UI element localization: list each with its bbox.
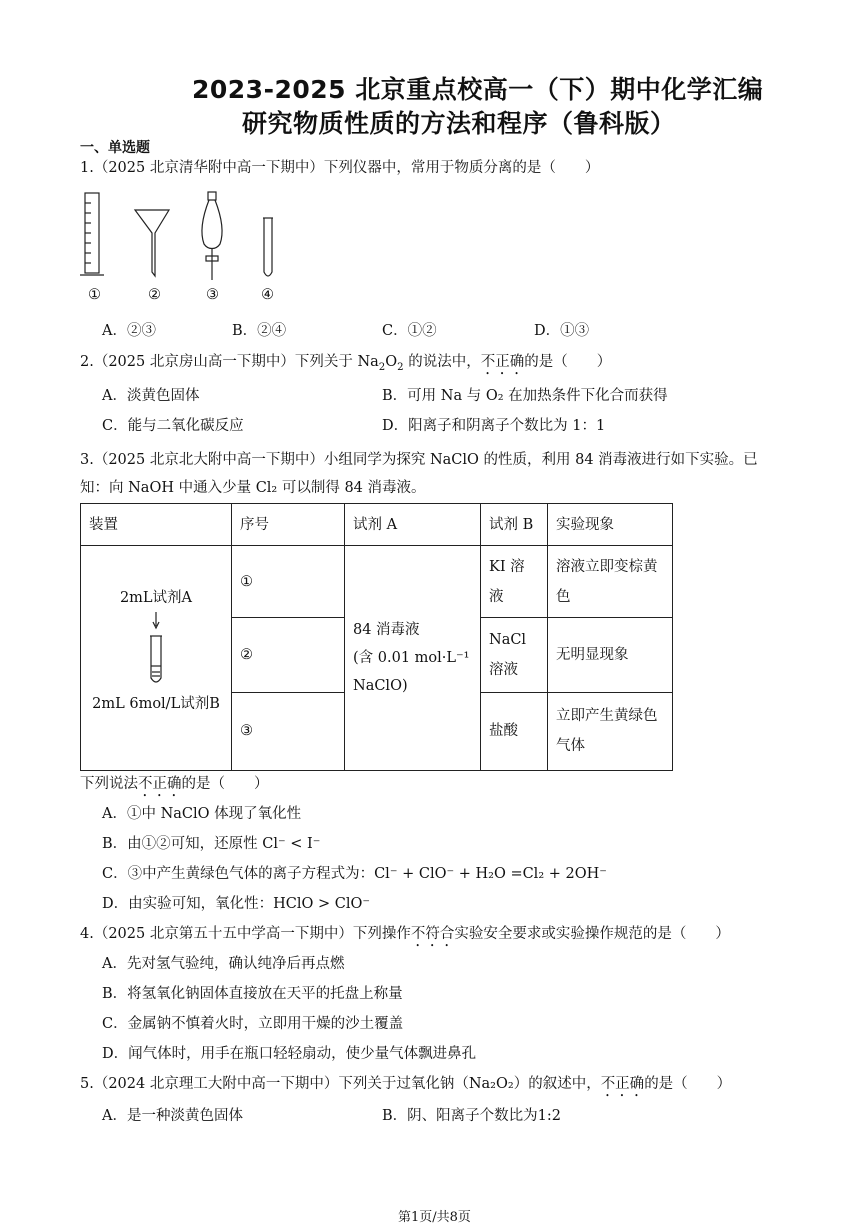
q1-label-4: ④ [261, 287, 274, 303]
funnel-icon [135, 210, 169, 276]
graduated-cylinder-icon [80, 193, 104, 275]
q3-option-d: D．由实验可知，氧化性：HClO > ClO⁻ [102, 896, 371, 912]
row2-reagent-b: NaCl 溶液 [481, 618, 548, 692]
q3-lead: 下列说法不正确的是（ ） [80, 776, 269, 792]
header-apparatus: 装置 [81, 504, 232, 546]
row3-reagent-b: 盐酸 [481, 692, 548, 770]
row1-reagent-b: KI 溶 液 [481, 546, 548, 618]
q1-apparatus-figure [80, 188, 290, 288]
row3-phenomenon: 立即产生黄绿色 气体 [548, 692, 673, 770]
q1-option-d: D．①③ [534, 323, 590, 339]
q1-label-3: ③ [206, 287, 219, 303]
q3-option-c: C．③中产生黄绿色气体的离子方程式为：Cl⁻ + ClO⁻ + H₂O =Cl₂ + 2OH⁻ [102, 866, 607, 882]
q5-option-b: B．阴、阳离子个数比为1:2 [382, 1108, 561, 1124]
q4-option-b: B．将氢氧化钠固体直接放在天平的托盘上称量 [102, 986, 403, 1002]
header-reagent-b: 试剂 B [481, 504, 548, 546]
q2-option-a: A．淡黄色固体 [102, 388, 200, 404]
test-tube-icon [263, 218, 273, 276]
q1-stem: 1.（2025 北京清华附中高一下期中）下列仪器中，常用于物质分离的是（ ） [80, 160, 600, 176]
q2-option-c: C．能与二氧化碳反应 [102, 418, 244, 434]
row3-number: ③ [232, 692, 345, 770]
q1-option-a: A．②③ [102, 323, 156, 339]
reagent-a-line1: 84 消毒液 [353, 622, 420, 638]
dropper-test-tube-icon [136, 610, 176, 690]
q3-stem-line2: 知：向 NaOH 中通入少量 Cl₂ 可以制得 84 消毒液。 [80, 480, 426, 496]
q1-option-c: C．①② [382, 323, 437, 339]
row2-phenomenon: 无明显现象 [548, 618, 673, 692]
table-header-row [81, 504, 673, 546]
q3-experiment-table [80, 503, 673, 771]
apparatus-cell [81, 546, 232, 771]
separatory-funnel-icon [202, 192, 222, 280]
q1-option-b: B．②④ [232, 323, 287, 339]
q5-stem: 5.（2024 北京理工大附中高一下期中）下列关于过氧化钠（Na₂O₂）的叙述中，不正确的是（ ） [80, 1076, 732, 1092]
q2-stem: 2.（2025 北京房山高一下期中）下列关于 $Na_2O_2$ 的说法中，不正确的是（ ） [80, 354, 612, 373]
q3-option-b: B．由①②可知，还原性 Cl⁻ < I⁻ [102, 836, 321, 852]
q4-option-a: A．先对氢气验纯，确认纯净后再点燃 [102, 956, 345, 972]
doc-title-line1: 2023-2025 北京重点校高一（下）期中化学汇编 [192, 75, 764, 104]
row1-phenomenon: 溶液立即变棕黄 色 [548, 546, 673, 618]
row2-number: ② [232, 618, 345, 692]
header-phenomenon: 实验现象 [548, 504, 673, 546]
row1-number: ① [232, 546, 345, 618]
header-reagent-a: 试剂 A [345, 504, 481, 546]
table-row [81, 546, 673, 618]
q1-label-1: ① [88, 287, 101, 303]
doc-title-line2: 研究物质性质的方法和程序（鲁科版） [242, 109, 676, 138]
q4-option-c: C．金属钠不慎着火时，立即用干燥的沙土覆盖 [102, 1016, 404, 1032]
q1-label-2: ② [148, 287, 161, 303]
header-number: 序号 [232, 504, 345, 546]
q2-option-d: D．阳离子和阴离子个数比为 1：1 [382, 418, 606, 434]
q3-stem-line1: 3.（2025 北京北大附中高一下期中）小组同学为探究 NaClO 的性质，利用 84 消毒液进行如下实验。已 [80, 452, 758, 468]
reagent-a-line2: (含 0.01 mol·L⁻¹ [353, 650, 470, 666]
page-footer: 第1页/共8页 [398, 1210, 471, 1225]
reagent-a-cell [345, 546, 481, 771]
q2-option-b: B．可用 Na 与 O₂ 在加热条件下化合而获得 [382, 388, 668, 404]
reagent-a-line3: NaClO) [353, 678, 408, 694]
q4-option-d: D．闻气体时，用手在瓶口轻轻扇动，使少量气体飘进鼻孔 [102, 1046, 477, 1062]
apparatus-top-label: 2mL试剂A [119, 590, 193, 606]
q3-option-a: A．①中 NaClO 体现了氧化性 [102, 806, 302, 822]
section-heading: 一、单选题 [80, 140, 150, 156]
q5-option-a: A．是一种淡黄色固体 [102, 1108, 243, 1124]
q4-stem: 4.（2025 北京第五十五中学高一下期中）下列操作不符合实验安全要求或实验操作规范的是（ ） [80, 926, 730, 942]
apparatus-bottom-label: 2mL 6mol/L试剂B [92, 696, 220, 712]
